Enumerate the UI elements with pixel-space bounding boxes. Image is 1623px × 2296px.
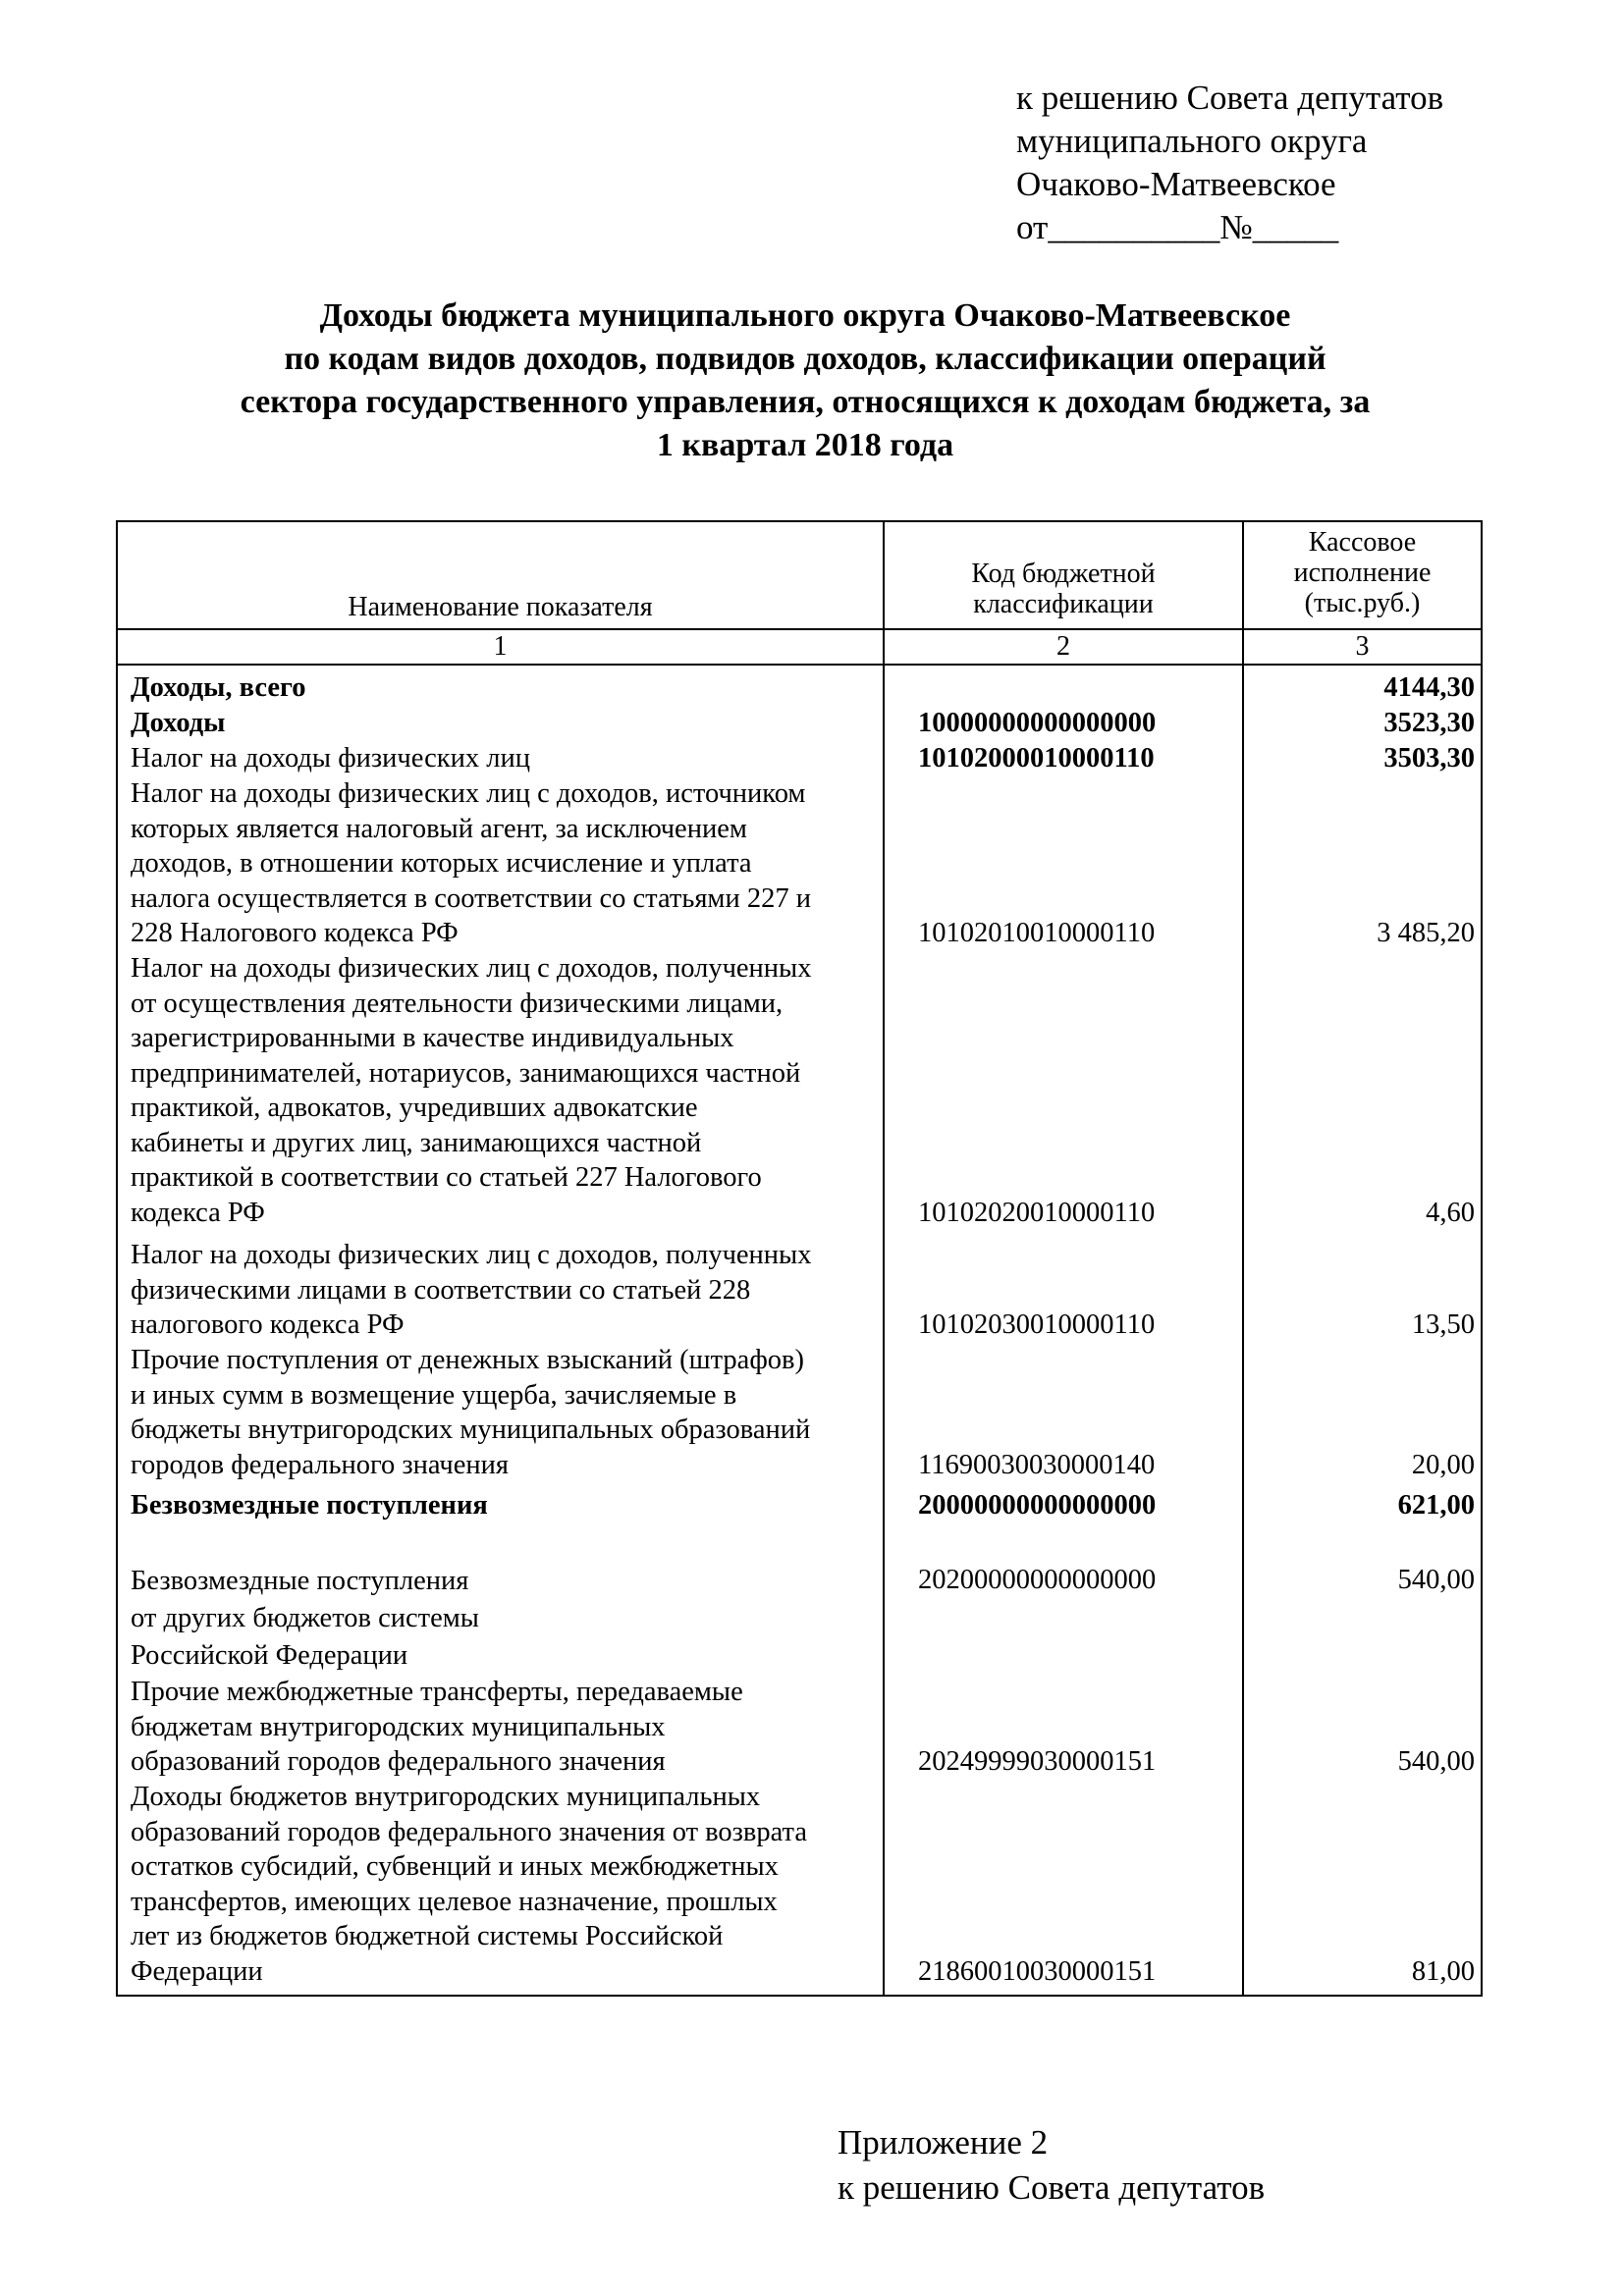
row-name-line: практикой, адвокатов, учредивших адвокатские	[131, 1093, 698, 1123]
row-name-line: которых является налоговый агент, за исключением	[131, 813, 747, 844]
row-name-line: зарегистрированными в качестве индивидуальных	[131, 1023, 734, 1053]
row-name-line: Налог на доходы физических лиц с доходов, полученных	[131, 1240, 812, 1270]
row-name-line: Российской Федерации	[131, 1640, 408, 1671]
row-name-line: кодекса РФ	[131, 1197, 265, 1228]
row-name-line: Налог на доходы физических лиц с доходов, источником	[131, 778, 806, 809]
row-name-line: от других бюджетов системы	[131, 1603, 479, 1633]
row-name-line: доходов, в отношении которых исчисление и уплата	[131, 848, 752, 879]
row-name-line: Доходы, всего	[131, 672, 306, 703]
row-name-line: Налог на доходы физических лиц с доходов, полученных	[131, 953, 812, 984]
footer-line: Приложение 2	[838, 2123, 1049, 2162]
column-number: 2	[1056, 631, 1070, 662]
column-header-value	[1244, 527, 1481, 618]
row-name-line: Доходы бюджетов внутригородских муниципальных	[131, 1782, 761, 1812]
table-row-code: 10102020010000110	[918, 1198, 1156, 1228]
table-row-code: 20000000000000000	[918, 1490, 1157, 1521]
table-row-value: 20,00	[1411, 1450, 1475, 1480]
table-row-name	[131, 1238, 811, 1343]
document-header	[1016, 77, 1443, 249]
row-name-line: образований городов федерального значения от возврата	[131, 1816, 807, 1847]
row-name-line: кабинеты и других лиц, занимающихся частной	[131, 1127, 702, 1158]
table-row-code: 10102000010000110	[918, 743, 1155, 774]
row-name-line: трансфертов, имеющих целевое назначение, прошлых	[131, 1886, 778, 1917]
table-row-name	[131, 1563, 479, 1675]
document-footer	[838, 2120, 1265, 2211]
table-numbers-divider	[116, 664, 1483, 666]
row-name-line: городов федерального значения	[131, 1449, 509, 1480]
table-row-code: 20200000000000000	[918, 1565, 1157, 1595]
table-column-divider	[883, 520, 885, 1997]
table-row-name	[131, 951, 811, 1230]
row-name-line: Налог на доходы физических лиц	[131, 743, 530, 774]
table-header-divider	[116, 628, 1483, 630]
row-name-line: Доходы	[131, 708, 226, 738]
column-header-code-line: Код бюджетной	[971, 559, 1156, 589]
header-line: к решению Совета депутатов	[1016, 79, 1444, 117]
title-line: сектора государственного управления, относящихся к доходам бюджета, за	[240, 384, 1371, 420]
row-name-line: практикой в соответствии со статьей 227 Налогового	[131, 1162, 762, 1193]
document-title	[98, 294, 1512, 467]
table-row-value: 4,60	[1426, 1198, 1475, 1228]
row-name-line: Безвозмездные поступления	[131, 1490, 488, 1521]
table-row-value: 540,00	[1397, 1565, 1475, 1595]
table-row-name	[131, 706, 225, 741]
column-header-value-line: исполнение	[1293, 558, 1432, 588]
table-row-value: 3503,30	[1383, 743, 1475, 774]
table-row-name	[131, 776, 811, 951]
footer-line: к решению Совета депутатов	[838, 2168, 1266, 2207]
row-name-line: налога осуществляется в соответствии со статьями 227 и	[131, 882, 811, 914]
row-name-line: физическими лицами в соответствии со статьей 228	[131, 1274, 751, 1306]
row-name-line: лет из бюджетов бюджетной системы Российской	[131, 1921, 724, 1951]
row-name-line: Прочие поступления от денежных взысканий (штрафов)	[131, 1345, 804, 1375]
table-row-code: 10102010010000110	[918, 918, 1156, 948]
row-name-line: Федерации	[131, 1955, 263, 1987]
table-row-value: 4144,30	[1383, 672, 1475, 703]
table-row-name	[131, 1780, 807, 1989]
column-header-code-line: классификации	[973, 589, 1154, 619]
table-row-code: 10000000000000000	[918, 708, 1157, 738]
table-row-value: 3523,30	[1383, 708, 1475, 738]
title-line: по кодам видов доходов, подвидов доходов, классификации операций	[284, 341, 1326, 377]
table-row-code: 10102030010000110	[918, 1309, 1156, 1340]
row-name-line: Прочие межбюджетные трансферты, передаваемые	[131, 1677, 743, 1707]
title-line: Доходы бюджета муниципального округа Очаково-Матвеевское	[319, 297, 1291, 334]
row-name-line: 228 Налогового кодекса РФ	[131, 918, 459, 948]
column-number: 3	[1355, 631, 1370, 662]
table-row-code: 21860010030000151	[918, 1956, 1157, 1987]
row-name-line: предпринимателей, нотариусов, занимающихся частной	[131, 1057, 801, 1089]
row-name-line: образований городов федерального значения	[131, 1746, 666, 1777]
table-row-code: 11690030030000140	[918, 1450, 1156, 1480]
row-name-line: Безвозмездные поступления	[131, 1566, 469, 1596]
row-name-line: от осуществления деятельности физическими лицами,	[131, 988, 784, 1019]
table-row-name	[131, 1675, 743, 1780]
table-row-value: 81,00	[1411, 1956, 1475, 1987]
table-row-name	[131, 1343, 810, 1482]
column-header-value-line: (тыс.руб.)	[1304, 588, 1421, 618]
table-row-value: 621,00	[1397, 1490, 1475, 1521]
header-line: Очаково-Матвеевское	[1016, 165, 1336, 203]
row-name-line: остатков субсидий, субвенций и иных межбюджетных	[131, 1851, 779, 1882]
table-row-value: 13,50	[1411, 1309, 1475, 1340]
header-line: от__________№_____	[1016, 208, 1339, 246]
column-header-value-line: Кассовое	[1308, 527, 1417, 558]
table-row-code: 20249999030000151	[918, 1746, 1157, 1777]
column-header-name: Наименование показателя	[348, 592, 653, 622]
table-row-value: 540,00	[1397, 1746, 1475, 1777]
table-row-name	[131, 1488, 488, 1523]
row-name-line: бюджеты внутригородских муниципальных образований	[131, 1415, 811, 1445]
row-name-line: и иных сумм в возмещение ущерба, зачисляемые в	[131, 1379, 737, 1411]
table-row-name	[131, 741, 530, 776]
column-header-code	[885, 559, 1242, 619]
table-row-value: 3 485,20	[1377, 918, 1475, 948]
table-row-name	[131, 670, 306, 706]
column-number: 1	[493, 631, 508, 662]
header-line: муниципального округа	[1016, 122, 1368, 160]
row-name-line: налогового кодекса РФ	[131, 1309, 405, 1340]
row-name-line: бюджетам внутригородских муниципальных	[131, 1711, 666, 1742]
table-column-divider	[1242, 520, 1244, 1997]
title-line: 1 квартал 2018 года	[656, 427, 954, 463]
